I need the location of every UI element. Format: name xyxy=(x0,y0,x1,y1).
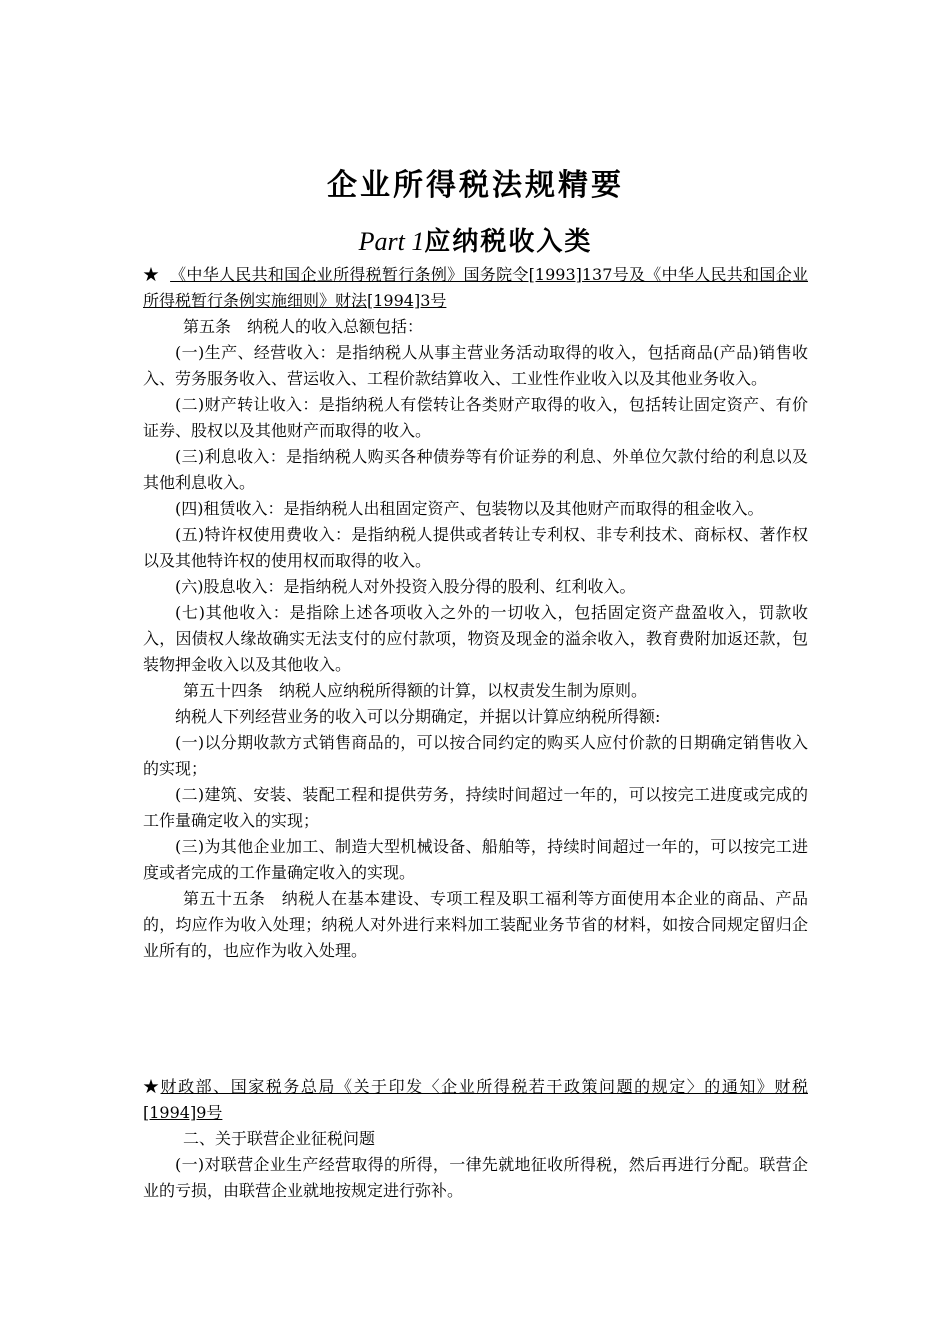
article-55: 第五十五条 纳税人在基本建设、专项工程及职工福利等方面使用本企业的商品、产品的，均应作为收入处理；纳税人对外进行来料加工装配业务节省的材料，如按合同规定留归企业所有的，也应作为收入处理。 xyxy=(143,889,808,960)
paragraph-item-3: (三)利息收入：是指纳税人购买各种债券等有价证券的利息、外单位欠款付给的利息以及其他利息收入。 xyxy=(143,447,808,492)
section-2 xyxy=(143,1074,808,1204)
paragraph-item-6: (六)股息收入：是指纳税人对外投资入股分得的股利、红利收入。 xyxy=(175,577,636,596)
part-heading xyxy=(143,222,808,262)
paragraph-item-5: (五)特许权使用费收入：是指纳税人提供或者转让专利权、非专利技术、商标权、著作权以及其他特许权的使用权而取得的收入。 xyxy=(143,525,808,570)
section-2-source: 财政部、国家税务总局《关于印发〈企业所得税若干政策问题的规定〉的通知》财税[1994]9号 xyxy=(143,1077,808,1122)
section-1 xyxy=(143,262,808,964)
paragraph-installment-3: (三)为其他企业加工、制造大型机械设备、船舶等，持续时间超过一年的，可以按完工进度或者完成的工作量确定收入的实现。 xyxy=(143,837,808,882)
article-5: 第五条 纳税人的收入总额包括： xyxy=(183,317,424,336)
paragraph-item-7: (七)其他收入：是指除上述各项收入之外的一切收入，包括固定资产盘盈收入，罚款收入，因债权人缘故确实无法支付的应付款项，物资及现金的溢余收入，教育费附加返还款，包装物押金收入以及其他收入。 xyxy=(143,603,808,674)
paragraph-joint-venture: (一)对联营企业生产经营取得的所得，一律先就地征收所得税，然后再进行分配。联营企业的亏损，由联营企业就地按规定进行弥补。 xyxy=(143,1155,808,1200)
section-1-source-line xyxy=(143,262,808,314)
paragraph-installment-1: (一)以分期收款方式销售商品的，可以按合同约定的购买人应付价款的日期确定销售收入的实现； xyxy=(143,733,808,778)
article-54: 第五十四条 纳税人应纳税所得额的计算，以权责发生制为原则。 xyxy=(183,681,648,700)
section-1-source: 《中华人民共和国企业所得税暂行条例》国务院令[1993]137号及《中华人民共和国企业所得税暂行条例实施细则》财法[1994]3号 xyxy=(143,265,809,310)
page-title: 企业所得税法规精要 xyxy=(327,168,624,203)
star-icon: ★ xyxy=(143,265,160,284)
paragraph-installment-2: (二)建筑、安装、装配工程和提供劳务，持续时间超过一年的，可以按完工进度或完成的工作量确定收入的实现； xyxy=(143,785,808,830)
section-2-source-line xyxy=(143,1074,808,1126)
star-icon: ★ xyxy=(143,1077,161,1096)
paragraph-item-1: (一)生产、经营收入：是指纳税人从事主营业务活动取得的收入，包括商品(产品)销售收入、劳务服务收入、营运收入、工程价款结算收入、工业性作业收入以及其他业务收入。 xyxy=(143,343,808,388)
part-number: Part 1 xyxy=(358,227,425,256)
section-2-heading: 二、关于联营企业征税问题 xyxy=(183,1129,376,1148)
part-category: 应纳税收入类 xyxy=(424,227,593,257)
paragraph-item-2: (二)财产转让收入：是指纳税人有偿转让各类财产取得的收入，包括转让固定资产、有价证券、股权以及其他财产而取得的收入。 xyxy=(143,395,808,440)
paragraph-installment-intro: 纳税人下列经营业务的收入可以分期确定，并据以计算应纳税所得额: xyxy=(175,707,661,726)
paragraph-item-4: (四)租赁收入：是指纳税人出租固定资产、包装物以及其他财产而取得的租金收入。 xyxy=(175,499,764,518)
